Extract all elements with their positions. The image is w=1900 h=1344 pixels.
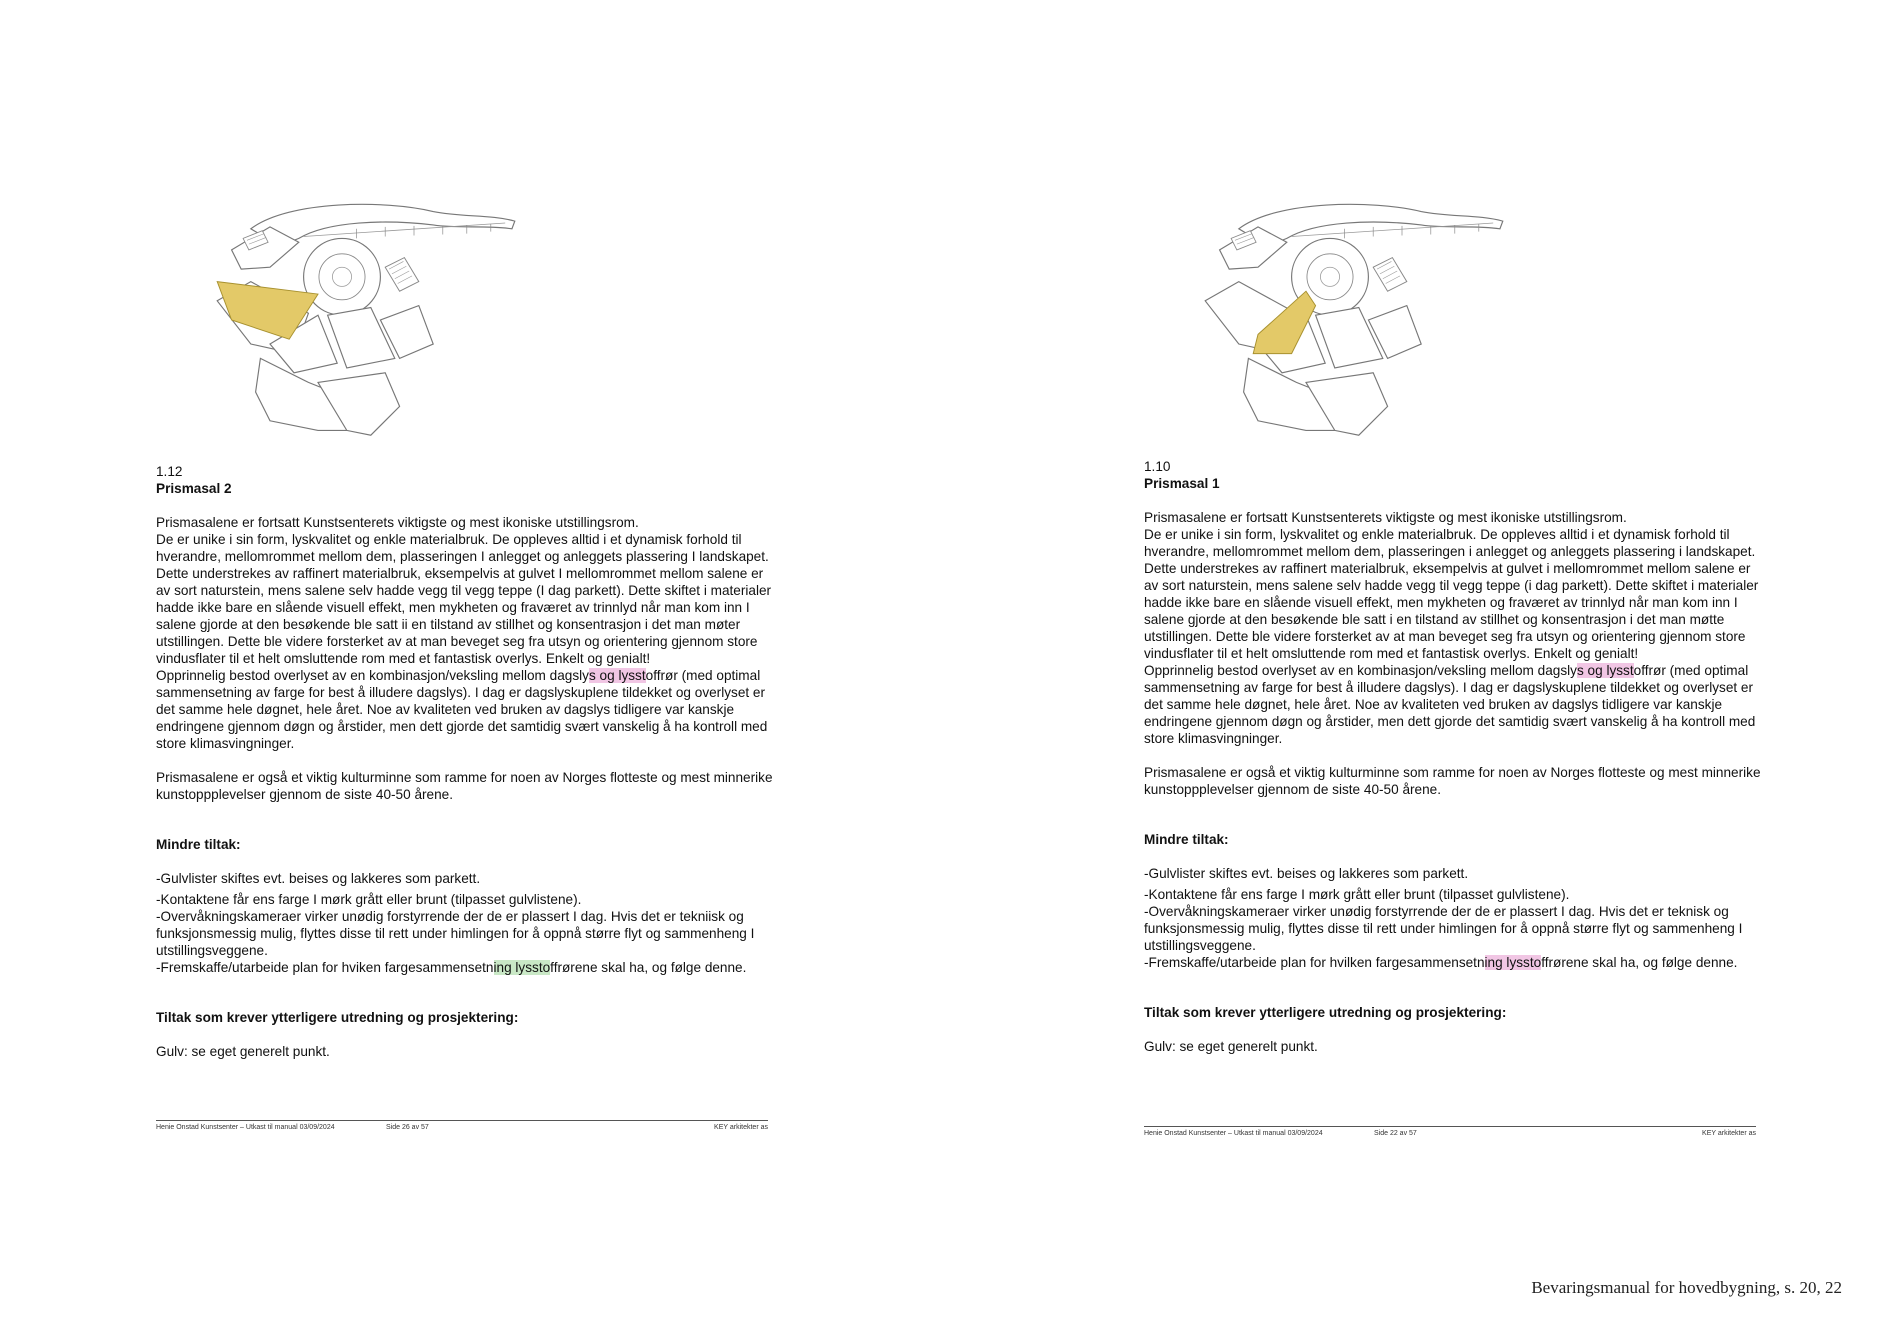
intro-line: Prismasalene er fortsatt Kunstsenterets viktigste og mest ikoniske utstillingsrom. (156, 515, 639, 530)
measure-item: -Kontaktene får ens farge I mørk grått eller brunt (tilpasset gulvlistene). (156, 892, 582, 907)
body-paragraph: De er unike i sin form, lyskvalitet og enkle materialbruk. De oppleves alltid i et dynamisk forhold til hverandre, mellomrommet mellom dem, plasseringen i anlegget og anleggets plassering i landskapet. Dette understrekes av raffinert materialbruk, eksempelvis at gulvet i mellomrommet mellom salene er av sort naturstein, mens salene selv hadde vegg til vegg teppe (i dag parkett). Dette skiftet i materialer hadde ikke bare en slående visuell effekt, men mykheten og fraværet av trinnlyd når man kom inn I salene gjorde at den besøkende ble satt i en tilstand av stillhet og konsentrasjon i det man møtte utstillingen. Dette ble videre forsterket av at man beveget seg fra utsyn og orientering gjennom store vindusflater til et helt omsluttende rom med et fantastisk overlys. Enkelt og genialt! (1144, 527, 1759, 661)
light-paragraph: Opprinnelig bestod overlyset av en kombinasjon/veksling mellom dagslys og lysstoffrør (med optimal sammensetning av farge for best å illudere dagslys). I dag er dagslyskuplene tildekket og overlyset er det samme hele døgnet, hele året. Noe av kvaliteten ved bruken av dagslys tidligere var kanskje endringene gjennom døgn og årstider, men dett gjorde det samtidig svært vanskelig å ha kontroll med store klimasvingninger. (1144, 663, 1756, 746)
further-measures-heading: Tiltak som krever ytterligere utredning og prosjektering: (1144, 1005, 1507, 1020)
page-body (1144, 458, 1764, 1055)
footer-organisation: KEY arkitekter as (1702, 1130, 1756, 1137)
further-measures-heading: Tiltak som krever ytterligere utredning og prosjektering: (156, 1010, 519, 1025)
heritage-paragraph: Prismasalene er også et viktig kulturminne som ramme for noen av Norges flotteste og mest minnerike kunstoppplevelser gjennom de siste 40-50 årene. (156, 770, 773, 802)
highlight-pink: ing lyssto (1484, 955, 1542, 970)
section-number: 1.12 (156, 464, 183, 479)
footer-page-number: Side 22 av 57 (1374, 1130, 1417, 1137)
page-footer (1144, 1126, 1756, 1139)
section-title: Prismasal 2 (156, 481, 232, 496)
measure-item: -Fremskaffe/utarbeide plan for hviken fargesammensetning lysstoffrørene skal ha, og følge denne. (156, 960, 747, 975)
body-paragraph: De er unike i sin form, lyskvalitet og enkle materialbruk. De oppleves alltid i et dynamisk forhold til hverandre, mellomrommet mellom dem, plasseringen I anlegget og anleggets plassering I landskapet. Dette understrekes av raffinert materialbruk, eksempelvis at gulvet I mellomrommet mellom salene er av sort naturstein, mens salene selv hadde vegg til vegg teppe (I dag parkett). Dette skiftet i materialer hadde ikke bare en slående visuell effekt, men mykheten og fraværet av trinnlyd når man kom inn I salene gjorde at den besøkende ble satt ii en tilstand av stillhet og konsentrasjon i det man møter utstillingen. Dette ble videre forsterket av at man beveget seg fra utsyn og orientering gjennom store vindusflater til et helt omsluttende rom med et fantastisk overlys. Enkelt og genialt! (156, 532, 772, 666)
highlight-pink: s og lysst (588, 668, 646, 683)
figure-caption: Bevaringsmanual for hovedbygning, s. 20, 22 (1531, 1278, 1842, 1297)
measure-item: -Gulvlister skiftes evt. beises og lakkeres som parkett. (156, 871, 481, 886)
footer-document: Henie Onstad Kunstsenter – Utkast til manual 03/09/2024 (156, 1124, 335, 1131)
footer-page-number: Side 26 av 57 (386, 1124, 429, 1131)
intro-line: Prismasalene er fortsatt Kunstsenterets viktigste og mest ikoniske utstillingsrom. (1144, 510, 1627, 525)
highlight-pink: s og lysst (1576, 663, 1634, 678)
floor-note: Gulv: se eget generelt punkt. (156, 1044, 330, 1059)
measure-item: -Overvåkningskameraer virker unødig forstyrrende der de er plassert I dag. Hvis det er tekniisk og funksjonsmessig mulig, flyttes disse til rett under himlingen for å oppnå større flyt og sammenheng I utstillingsveggene. (156, 909, 755, 958)
floor-plan-prismasal-2 (206, 200, 526, 440)
minor-measures-heading: Mindre tiltak: (1144, 832, 1229, 847)
measure-item: -Fremskaffe/utarbeide plan for hvilken fargesammensetning lysstoffrørene skal ha, og følge denne. (1144, 955, 1738, 970)
floor-plan-prismasal-1 (1194, 200, 1514, 440)
page-body (156, 463, 776, 1060)
highlight-green: ing lyssto (493, 960, 551, 975)
section-number: 1.10 (1144, 459, 1171, 474)
footer-document: Henie Onstad Kunstsenter – Utkast til manual 03/09/2024 (1144, 1130, 1323, 1137)
section-title: Prismasal 1 (1144, 476, 1220, 491)
measure-item: -Overvåkningskameraer virker unødig forstyrrende der de er plassert I dag. Hvis det er teknisk og funksjonsmessig mulig, flyttes disse til rett under himlingen for å oppnå større flyt og sammenheng I utstillingsveggene. (1144, 904, 1743, 953)
light-paragraph: Opprinnelig bestod overlyset av en kombinasjon/veksling mellom dagslys og lysstoffrør (med optimal sammensetning av farge for best å illudere dagslys). I dag er dagslyskuplene tildekket og overlyset er det samme hele døgnet, hele året. Noe av kvaliteten ved bruken av dagslys tidligere var kanskje endringene gjennom døgn og årstider, men dett gjorde det samtidig svært vanskelig å ha kontroll med store klimasvingninger. (156, 668, 768, 751)
measure-item: -Kontaktene får ens farge I mørk grått eller brunt (tilpasset gulvlistene). (1144, 887, 1570, 902)
page-footer (156, 1120, 768, 1133)
footer-organisation: KEY arkitekter as (714, 1124, 768, 1131)
floor-note: Gulv: se eget generelt punkt. (1144, 1039, 1318, 1054)
measure-item: -Gulvlister skiftes evt. beises og lakkeres som parkett. (1144, 866, 1469, 881)
minor-measures-heading: Mindre tiltak: (156, 837, 241, 852)
heritage-paragraph: Prismasalene er også et viktig kulturminne som ramme for noen av Norges flotteste og mest minnerike kunstoppplevelser gjennom de siste 40-50 årene. (1144, 765, 1761, 797)
